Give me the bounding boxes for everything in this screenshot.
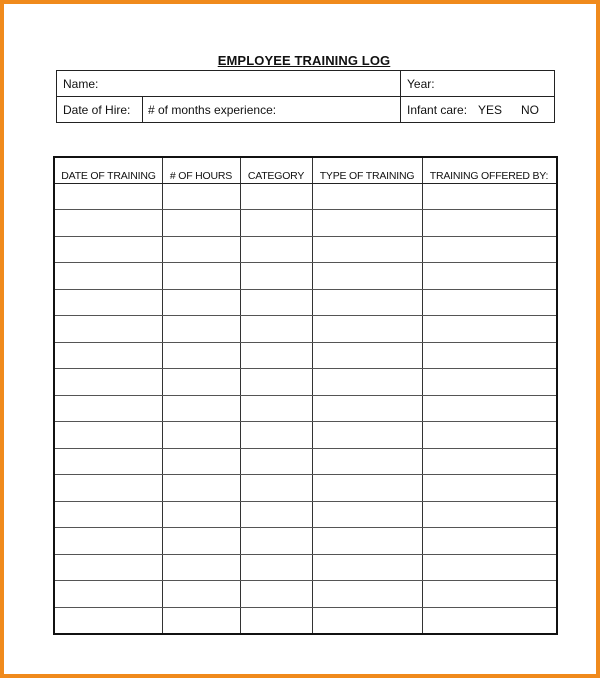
- table-row: [55, 262, 556, 263]
- table-row: [55, 501, 556, 502]
- column-header-hours: # OF HOURS: [169, 170, 233, 182]
- infant-care-yes-option: YES: [478, 103, 503, 117]
- name-label: Name:: [63, 77, 99, 91]
- table-row: [55, 289, 556, 290]
- table-row: [55, 368, 556, 369]
- table-row: [55, 236, 556, 237]
- infant-care-no-option: NO: [521, 103, 539, 117]
- column-header-category: CATEGORY: [247, 170, 305, 182]
- table-row: [55, 474, 556, 475]
- training-log-table: [53, 156, 558, 635]
- table-row: [55, 607, 556, 608]
- column-header-training-offered-by: TRAINING OFFERED BY:: [429, 170, 549, 182]
- table-row: [55, 527, 556, 528]
- column-header-date-of-training: DATE OF TRAINING: [61, 170, 156, 182]
- header-divider: [55, 183, 556, 184]
- table-row: [55, 315, 556, 316]
- table-row: [55, 421, 556, 422]
- year-label: Year:: [407, 77, 435, 91]
- table-row: [55, 342, 556, 343]
- months-experience-label: # of months experience:: [148, 103, 277, 117]
- table-row: [55, 448, 556, 449]
- date-of-hire-label: Date of Hire:: [63, 103, 131, 117]
- table-row: [55, 209, 556, 210]
- table-row: [55, 395, 556, 396]
- info-divider-right: [400, 71, 401, 122]
- info-divider-horizontal: [57, 96, 554, 97]
- info-divider-hire: [142, 96, 143, 122]
- infant-care-label: Infant care:: [407, 103, 468, 117]
- employee-info-box: [56, 70, 555, 123]
- table-row: [55, 554, 556, 555]
- document-title: EMPLOYEE TRAINING LOG: [217, 53, 391, 68]
- table-row: [55, 580, 556, 581]
- column-header-type-of-training: TYPE OF TRAINING: [319, 170, 415, 182]
